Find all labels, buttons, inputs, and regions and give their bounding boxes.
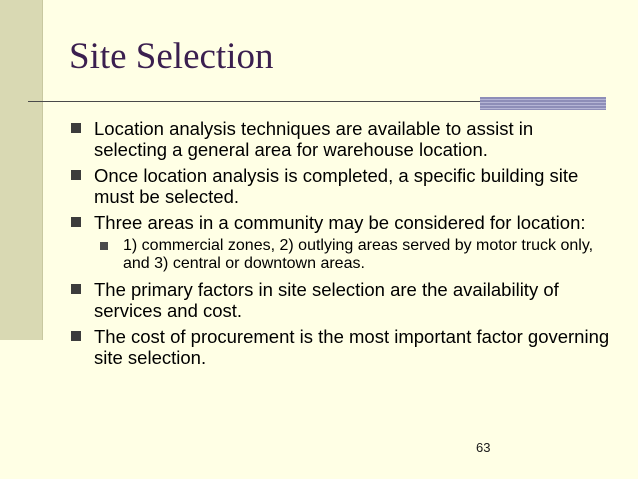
accent-stripe-block <box>480 97 606 110</box>
bullet-item <box>70 279 610 321</box>
square-bullet-icon <box>71 217 81 227</box>
slide-title: Site Selection <box>69 36 274 77</box>
square-bullet-icon <box>71 331 81 341</box>
square-bullet-icon <box>71 170 81 180</box>
bullet-item <box>70 118 610 160</box>
bullet-text: Three areas in a community may be considered for location: <box>94 212 586 233</box>
bullet-item <box>70 326 610 368</box>
bullet-text: The cost of procurement is the most important factor governing site selection. <box>94 326 610 368</box>
bullet-text: The primary factors in site selection are the availability of services and cost. <box>94 279 559 321</box>
bullet-item <box>70 165 610 207</box>
square-bullet-icon <box>71 123 81 133</box>
bullet-item <box>70 212 610 233</box>
bullet-list <box>70 118 610 373</box>
square-bullet-icon <box>100 242 108 250</box>
title-underline <box>28 101 480 102</box>
bullet-text: Once location analysis is completed, a specific building site must be selected. <box>94 165 579 207</box>
bullet-text: Location analysis techniques are available to assist in selecting a general area for warehouse location. <box>94 118 534 160</box>
sub-bullet-text: 1) commercial zones, 2) outlying areas served by motor truck only, and 3) central or downtown areas. <box>123 237 594 272</box>
left-decorative-bar <box>0 0 43 340</box>
sub-bullet-item <box>70 237 610 273</box>
page-number: 63 <box>476 440 491 455</box>
square-bullet-icon <box>71 284 81 294</box>
